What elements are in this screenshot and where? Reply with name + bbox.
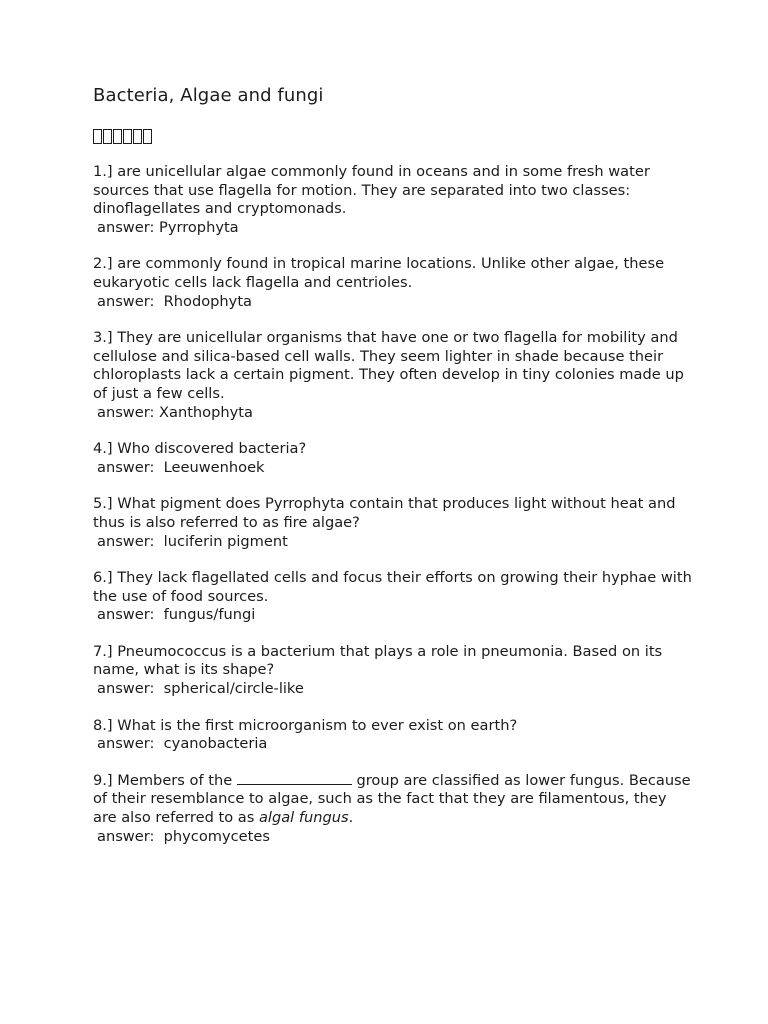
question-text [93, 569, 693, 606]
question-body: They are unicellular organisms that have one or two flagella for mobility and cellulose and silica-based cell walls. They seem lighter in shade because their chloroplasts lack a certain pigment. They often develop in tiny colonies made up of just a few cells. [93, 329, 684, 402]
answer-value: Pyrrophyta [159, 218, 239, 236]
question-item [93, 772, 693, 846]
answer-value: Rhodophyta [163, 292, 252, 310]
question-item [93, 255, 693, 311]
question-number: 8.] [93, 716, 113, 734]
question-answer [93, 219, 693, 238]
question-answer [93, 404, 693, 423]
question-body: What pigment does Pyrrophyta contain that produces light without heat and thus is also referred to as fire algae? [93, 495, 676, 531]
missing-glyph-row [93, 126, 693, 146]
question-body: They lack flagellated cells and focus their efforts on growing their hyphae with the use of food sources. [93, 569, 692, 605]
question-end-punct: . [348, 809, 354, 827]
question-list [93, 163, 693, 846]
missing-glyph-icon [93, 129, 102, 144]
answer-label: answer: [97, 606, 155, 624]
missing-glyph-icon [123, 129, 132, 144]
answer-label: answer: [97, 680, 155, 698]
answer-value: fungus/fungi [163, 606, 256, 624]
question-item [93, 329, 693, 422]
answer-label: answer: [97, 532, 155, 550]
document-title: Bacteria, Algae and fungi [93, 85, 324, 106]
question-item [93, 643, 693, 699]
question-text [93, 643, 693, 680]
question-item [93, 440, 693, 477]
question-answer [93, 459, 693, 478]
question-answer [93, 606, 693, 625]
question-number: 7.] [93, 642, 113, 660]
answer-value: phycomycetes [163, 827, 270, 845]
question-text [93, 329, 693, 403]
question-answer [93, 533, 693, 552]
question-number: 1.] [93, 163, 113, 180]
answer-value: luciferin pigment [163, 532, 288, 550]
question-text [93, 163, 693, 219]
question-text [93, 255, 693, 292]
question-body-rest: group are classified as lower fungus. Because of their resemblance to algae, such as the fact that they are filamentous, they are also referred to as [93, 771, 691, 827]
question-body: are commonly found in tropical marine locations. Unlike other algae, these eukaryotic cells lack flagella and centrioles. [93, 255, 665, 291]
missing-glyph-icon [113, 129, 122, 144]
answer-value: cyanobacteria [163, 735, 268, 753]
answer-value: spherical/circle-like [163, 680, 304, 698]
question-text [93, 772, 693, 828]
answer-label: answer: [97, 218, 155, 236]
question-text [93, 440, 693, 459]
question-answer [93, 293, 693, 312]
question-number: 6.] [93, 569, 113, 587]
answer-label: answer: [97, 292, 155, 310]
question-body: are unicellular algae commonly found in oceans and in some fresh water sources that use flagella for motion. They are separated into two classes: dinoflagellates and cryptomonads. [93, 163, 650, 218]
question-item [93, 717, 693, 754]
document-page [93, 85, 693, 864]
question-number: 3.] [93, 329, 113, 347]
question-text [93, 495, 693, 532]
question-number: 5.] [93, 495, 113, 513]
question-item [93, 569, 693, 625]
question-answer [93, 828, 693, 847]
question-answer [93, 680, 693, 699]
question-body-start: Members of the [117, 771, 233, 789]
question-body: Pneumococcus is a bacterium that plays a role in pneumonia. Based on its name, what is its shape? [93, 642, 663, 679]
answer-label: answer: [97, 735, 155, 753]
missing-glyph-icon [143, 129, 152, 144]
missing-glyph-icon [133, 129, 142, 144]
answer-label: answer: [97, 403, 155, 421]
question-number: 2.] [93, 255, 113, 273]
question-number: 9.] [93, 771, 113, 789]
answer-value: Xanthophyta [159, 403, 253, 421]
question-number: 4.] [93, 440, 113, 458]
question-item [93, 495, 693, 551]
fill-in-blank [237, 772, 352, 785]
question-italic-term: algal fungus [258, 809, 349, 827]
answer-value: Leeuwenhoek [163, 458, 265, 476]
question-body: Who discovered bacteria? [117, 440, 307, 458]
question-item [93, 163, 693, 237]
answer-label: answer: [97, 458, 155, 476]
question-text [93, 717, 693, 736]
answer-label: answer: [97, 827, 155, 845]
question-answer [93, 735, 693, 754]
question-body: What is the first microorganism to ever exist on earth? [117, 716, 518, 734]
missing-glyph-icon [103, 129, 112, 144]
